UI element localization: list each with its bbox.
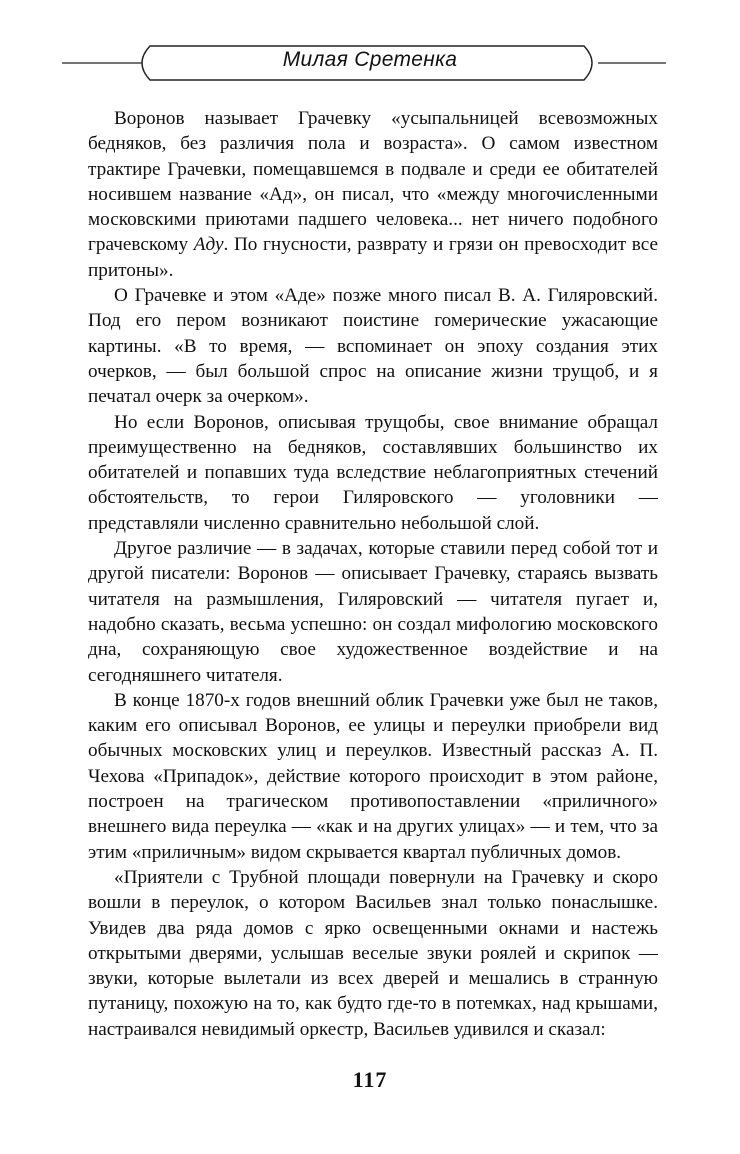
paragraph: «Приятели с Трубной площади повернули на Грачевку и скоро вошли в переулок, о котором Васильев знал только понаслышке. Увидев два ряда домов с ярко освещенными окнами и настежь открытыми дверями, услышав веселые звуки роялей и скрипок — звуки, которые вылетали из всех дверей и мешались в странную путаницу, похожую на то, как будто где-то в потемках, над крышами, настраивался невидимый оркестр, Васильев удивился и сказал: (88, 866, 658, 1040)
paragraph: Но если Воронов, описывая трущобы, свое внимание обращал преимущественно на бедняков, составлявших большинство их обитателей и попавших туда вследствие неблагоприятных стечений обстоятельств, то герои Гиляровского — уголовники — представляли численно сравнительно небольшой слой. (88, 411, 658, 534)
paragraph: О Грачевке и этом «Аде» позже много писал В. А. Гиляровский. Под его пером возникают поистине гомерические ужасающие картины. «В то время, — вспоминает он эпоху создания этих очерков, — был большой спрос на описание жизни трущоб, и я печатал очерк за очерком». (88, 285, 658, 408)
emphasis: Аду (193, 234, 224, 256)
paragraph (88, 106, 658, 283)
page-number: 117 (352, 1067, 388, 1092)
paragraph: В конце 1870-х годов внешний облик Грачевки уже был не таков, каким его описывал Воронов, ее улицы и переулки приобрели вид обычных московских улиц и переулков. Известный рассказ А. П. Чехова «Припадок», действие которого происходит в этом районе, построен на трагическом противопоставлении «приличного» внешнего вида переулка — «как и на других улицах» — и тем, что за этим «приличным» видом скрывается квартал публичных домов. (88, 689, 658, 863)
page-text (88, 106, 658, 1042)
paragraph-text: Воронов называет Грачевку «усыпальницей всевозможных бедняков, без различия пола и возраста». О самом известном трактире Грачевки, помещавшемся в подвале и среди ее обитателей носившем название «Ад», он писал, что «между многочисленными московскими приютами падшего человека... нет ничего подобного грачевскому (88, 108, 658, 256)
running-title: Милая Сретенка (282, 48, 458, 71)
running-header (0, 38, 740, 88)
paragraph-text: . По гнусности, разврату и грязи он превосходит все притоны». (88, 234, 658, 281)
paragraph: Другое различие — в задачах, которые ставили перед собой тот и другой писатели: Воронов — описывает Грачевку, стараясь вызвать читателя на размышления, Гиляровский — читателя пугает и, надобно сказать, весьма успешно: он создал мифологию московского дна, сохраняющую свое художественное воздействие и на сегодняшнего читателя. (88, 538, 658, 686)
